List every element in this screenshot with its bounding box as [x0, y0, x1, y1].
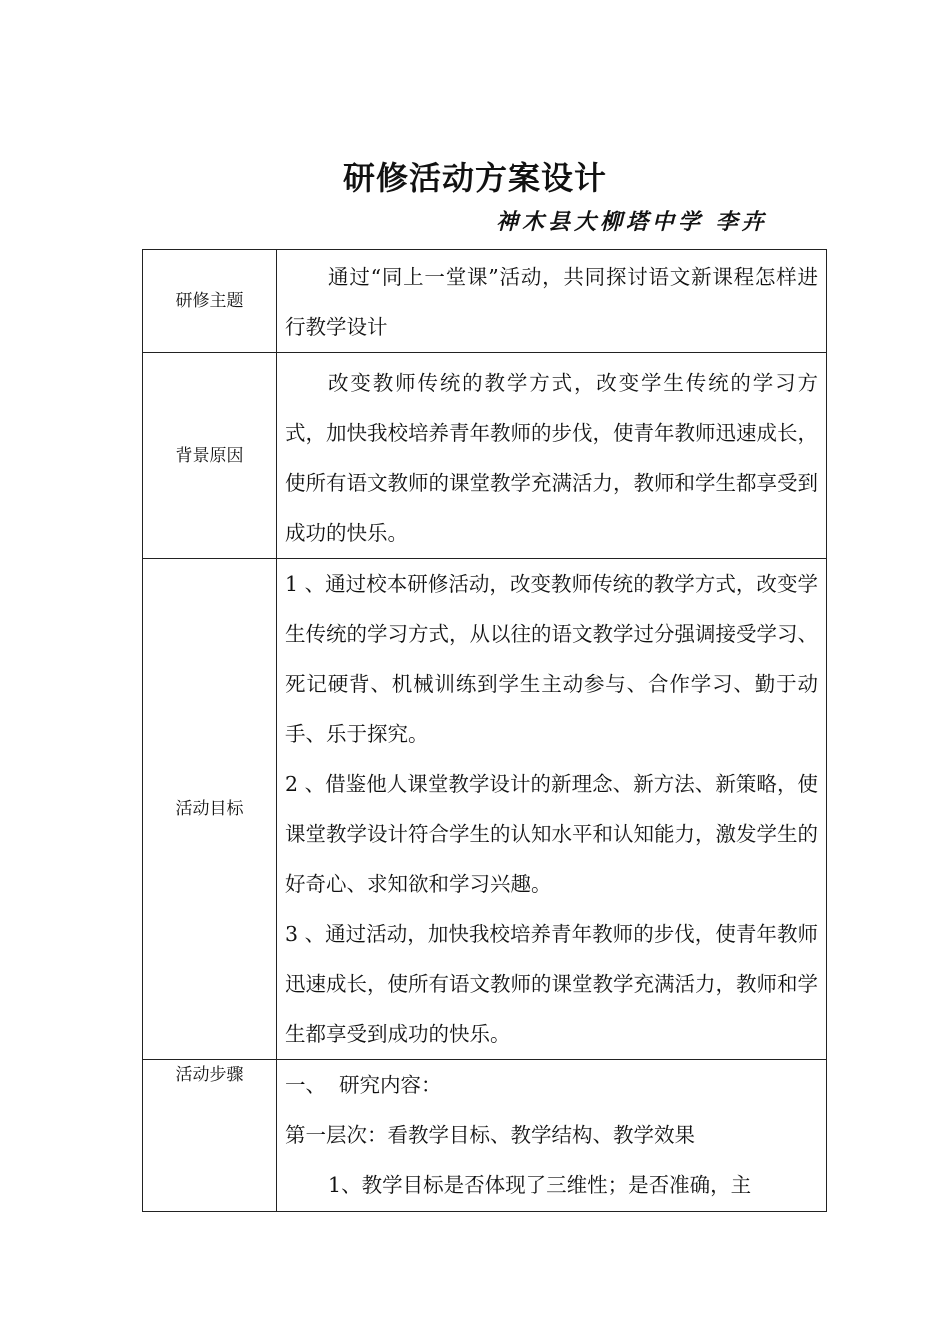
author-line: 神木县大柳塔中学 李卉	[496, 209, 768, 235]
cell-topic	[277, 250, 827, 353]
background-text: 改变教师传统的教学方式，改变学生传统的学习方式，加快我校培养青年教师的步伐，使青年教师迅速成长，使所有语文教师的课堂教学充满活力，教师和学生都享受到成功的快乐。	[285, 371, 818, 545]
label-goals: 活动目标	[143, 559, 277, 1060]
plan-table	[142, 249, 827, 1212]
cell-goals	[277, 559, 827, 1060]
table-row-topic	[143, 250, 827, 353]
goal-item-3: 3 、通过活动，加快我校培养青年教师的步伐，使青年教师迅速成长，使所有语文教师的课堂教学充满活力，教师和学生都享受到成功的快乐。	[285, 922, 818, 1046]
label-background: 背景原因	[143, 353, 277, 559]
table-row-goals	[143, 559, 827, 1060]
cell-background	[277, 353, 827, 559]
label-steps: 活动步骤	[143, 1060, 277, 1212]
steps-item: 1、教学目标是否体现了三维性；是否准确，主	[328, 1173, 752, 1197]
table-row-background	[143, 353, 827, 559]
steps-heading: 一、 研究内容：	[285, 1073, 442, 1097]
document-title: 研修活动方案设计	[342, 159, 607, 197]
goal-item-1: 1 、通过校本研修活动，改变教师传统的教学方式，改变学生传统的学习方式，从以往的语文教学过分强调接受学习、死记硬背、机械训练到学生主动参与、合作学习、勤于动手、乐于探究。	[285, 572, 818, 746]
table-row-steps	[143, 1060, 827, 1212]
cell-steps	[277, 1060, 827, 1212]
goal-item-2: 2 、借鉴他人课堂教学设计的新理念、新方法、新策略，使课堂教学设计符合学生的认知水平和认知能力，激发学生的好奇心、求知欲和学习兴趣。	[285, 772, 818, 896]
steps-level: 第一层次：看教学目标、教学结构、教学效果	[285, 1123, 695, 1147]
label-topic: 研修主题	[143, 250, 277, 353]
topic-text: 通过“同上一堂课”活动，共同探讨语文新课程怎样进行教学设计	[285, 265, 818, 339]
